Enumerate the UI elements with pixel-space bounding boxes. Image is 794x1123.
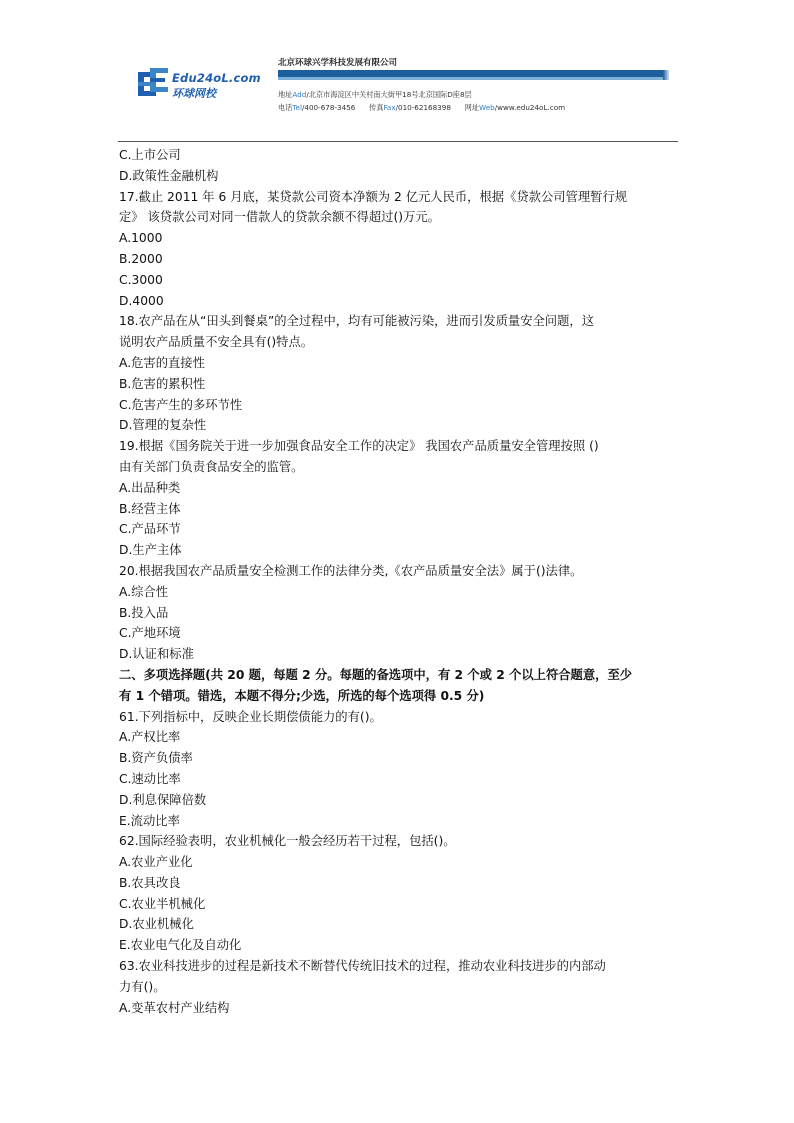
logo-text-en: Edu24oL.com	[172, 71, 261, 85]
text-line: 18.农产品在从“田头到餐桌”的全过程中，均有可能被污染，进而引发质量安全问题，这	[119, 314, 594, 329]
text-line: C.农业半机械化	[119, 896, 206, 911]
text-line: 62.国际经验表明，农业机械化一般会经历若干过程，包括()。	[119, 834, 456, 849]
question-content	[119, 145, 679, 1018]
text-line: A.产权比率	[119, 730, 181, 745]
text-line: 说明农产品质量不安全具有()特点。	[119, 335, 314, 350]
contact-line	[278, 103, 565, 113]
text-line: D.利息保障倍数	[119, 792, 207, 807]
text-line: A.危害的直接性	[119, 355, 205, 370]
header-divider	[118, 141, 678, 142]
text-line: 有 1 个错项。错选，本题不得分;少选，所选的每个选项得 0.5 分)	[119, 688, 485, 703]
text-line: B.农具改良	[119, 875, 181, 890]
text-line: A.农业产业化	[119, 855, 193, 870]
text-line: A.1000	[119, 231, 163, 246]
text-line: 20.根据我国农产品质量安全检测工作的法律分类,《农产品质量安全法》属于()法律。	[119, 563, 583, 578]
address-value: /北京市海淀区中关村南大街甲18号北京国际D座8层	[306, 90, 472, 99]
text-line: A.综合性	[119, 584, 168, 599]
web-accent: Web	[479, 103, 495, 112]
text-line: 定》 该贷款公司对同一借款人的贷款余额不得超过()万元。	[119, 210, 440, 225]
page-header	[0, 0, 794, 142]
text-line: E.农业电气化及自动化	[119, 938, 242, 953]
text-line: 二、多项选择题(共 20 题，每题 2 分。每题的备选项中，有 2 个或 2 个以上符合题意，至少	[119, 667, 633, 682]
text-line: D.政策性金融机构	[119, 168, 219, 183]
text-line: 19.根据《国务院关于进一步加强食品安全工作的决定》 我国农产品质量安全管理按照 ()	[119, 439, 599, 454]
header-bar	[278, 70, 663, 77]
text-line: C.产地环境	[119, 626, 181, 641]
web-label: 网址	[464, 103, 480, 112]
text-line: B.经营主体	[119, 501, 181, 516]
text-line: D.4000	[119, 293, 164, 308]
text-line: C.危害产生的多环节性	[119, 397, 243, 412]
header-bar-end	[663, 70, 669, 80]
address-accent: Add	[292, 90, 307, 99]
header-bar-light	[278, 77, 663, 80]
text-line: D.认证和标准	[119, 647, 194, 662]
text-line: C.上市公司	[119, 148, 181, 162]
text-line: A.出品种类	[119, 480, 181, 495]
text-line: B.资产负债率	[119, 751, 193, 766]
tel-value: /400-678-3456	[301, 103, 356, 112]
address-line	[278, 90, 472, 100]
tel-accent: Tel	[292, 103, 302, 112]
address-label: 地址	[278, 90, 293, 99]
logo-mark-icon	[136, 66, 172, 102]
tel-label: 电话	[278, 103, 293, 112]
text-line: B.投入品	[119, 605, 169, 620]
edu24ol-logo	[136, 66, 261, 102]
text-line: D.生产主体	[119, 543, 182, 558]
text-line: D.农业机械化	[119, 917, 194, 932]
text-line: C.产品环节	[119, 522, 181, 537]
text-line: C.速动比率	[119, 771, 181, 786]
text-line: 力有()。	[119, 979, 166, 994]
text-line: B.危害的累积性	[119, 376, 206, 391]
company-name: 北京环球兴学科技发展有限公司	[278, 58, 398, 68]
text-line: E.流动比率	[119, 813, 180, 828]
text-line: 61.下列指标中，反映企业长期偿债能力的有()。	[119, 709, 382, 724]
logo-text-cn: 环球网校	[172, 87, 216, 100]
text-line: 17.截止 2011 年 6 月底，某贷款公司资本净额为 2 亿元人民币，根据《贷款公司管理暂行规	[119, 189, 628, 204]
text-line: D.管理的复杂性	[119, 418, 207, 433]
fax-value: /010-62168398	[395, 103, 451, 112]
text-line: B.2000	[119, 251, 163, 266]
text-line: C.3000	[119, 272, 163, 287]
text-line: 由有关部门负责食品安全的监管。	[119, 459, 304, 474]
text-line: 63.农业科技进步的过程是新技术不断替代传统旧技术的过程，推动农业科技进步的内部动	[119, 959, 606, 974]
fax-label: 传真	[369, 103, 384, 112]
text-line: A.变革农村产业结构	[119, 1000, 230, 1015]
web-value: /www.edu24oL.com	[494, 103, 566, 112]
fax-accent: Fax	[383, 103, 396, 112]
